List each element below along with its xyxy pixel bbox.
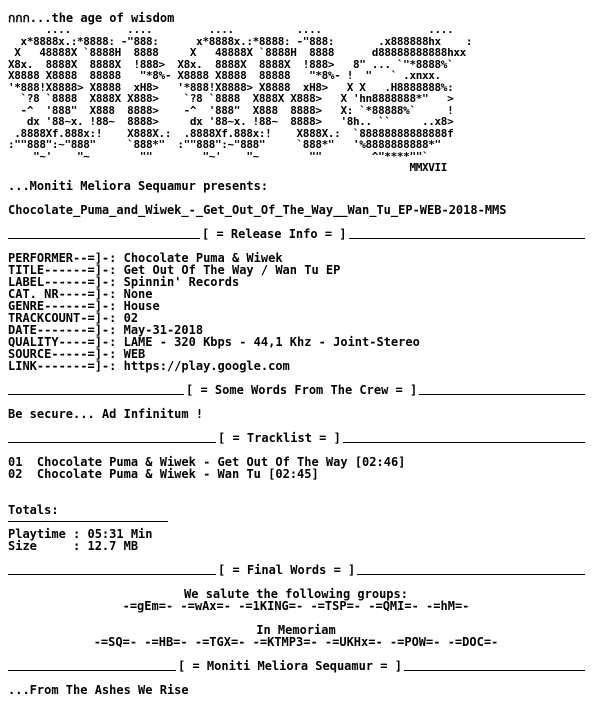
info-value: Spinnin' Records [123, 275, 240, 289]
presents-line: ...Moniti Meliora Sequamur presents: [8, 179, 269, 193]
info-value: Chocolate Puma & Wiwek [123, 251, 283, 265]
track-title: Wan Tu [217, 467, 261, 481]
info-value: Get Out Of The Way / Wan Tu EP [123, 263, 341, 277]
playtime-label: Playtime [8, 527, 66, 541]
info-value: https://play.google.com [123, 359, 290, 373]
size-value: 12.7 MB [87, 539, 139, 553]
track-artist: Chocolate Puma & Wiwek [36, 455, 196, 469]
totals-underline [8, 521, 168, 522]
track-row: 01 Chocolate Puma & Wiwek - Get Out Of The Way [02:46] [8, 455, 406, 469]
info-label: SOURCE-----=]-: [8, 347, 117, 361]
ascii-logo-art: .... .... .... .... .... x*8888x.:*8888: -"888: x*8888x.:*8888: -"888: .x888888hx : X 48888X `8888H 8888 X 48888X `8888H 8888 d88888888888hxx X8x. 8888X 8888X !888> X8x. 8888X 8888X !888> 8" ... `"*8888%` X8888 X8888 88888 "*8%- X8888 X8888 88888 "*8%- ! " ` .xnxx. '*888!X8888> X8888 xH8> '*888!X8888> X8888 xH8> X X .H8888888%: `?8 `8888 X888X X888> `?8 `8888 X888X X888> X 'hn8888888*" > -^ '888" X888 8888> -^ '888" X888 8888> X: `*88888%` ! dx '88~x. !88~ 8888> dx '88~x. !88~ 8888> '8h.. `` ..x8> .8888Xf.888x:! X888X.: .8888Xf.888x:! X888X.: `88888888888888f :""888":~"888" `888*" :""888":~"888" `888*" '%8888888888*" "~' "~ "" "~' "~ "" ^"****""` MMXVII [8, 23, 473, 174]
salute-heading: We salute the following groups: [184, 587, 408, 601]
totals-label: Totals: [8, 503, 59, 517]
memoriam-groups: -=SQ=- -=HB=- -=TGX=- -=KTMP3=- -=UKHx=- -=POW=- -=DOC=- [93, 635, 499, 649]
release-info-heading: [ = Release Info = ] [202, 227, 347, 241]
info-value: None [123, 287, 153, 301]
footer-divider [8, 660, 585, 672]
track-length: [02:45] [268, 467, 319, 481]
info-label: TITLE------=]-: [8, 263, 117, 277]
info-value: May-31-2018 [123, 323, 204, 337]
track-number: 01 [8, 455, 23, 469]
playtime-value: 05:31 Min [87, 527, 153, 541]
release-name: Chocolate_Puma_and_Wiwek_-_Get_Out_Of_The_Way__Wan_Tu_EP-WEB-2018-MMS [8, 203, 507, 217]
info-label: TRACKCOUNT-=]-: [8, 311, 117, 325]
info-value: WEB [123, 347, 146, 361]
release-info-divider [8, 228, 585, 240]
size-label: Size [8, 539, 37, 553]
track-artist: Chocolate Puma & Wiwek [36, 467, 196, 481]
crew-words: Be secure... Ad Infinitum ! [8, 407, 204, 421]
info-row-link [8, 360, 290, 372]
crew-heading: [ = Some Words From The Crew = ] [186, 383, 418, 397]
track-length: [02:46] [354, 455, 406, 469]
tracklist-heading: [ = Tracklist = ] [218, 431, 341, 445]
playtime-row: Playtime : 05:31 Min [8, 527, 153, 541]
memoriam-heading: In Memoriam [256, 623, 336, 637]
closing-line: ...From The Ashes We Rise [8, 683, 189, 697]
track-row: 02 Chocolate Puma & Wiwek - Wan Tu [02:45] [8, 467, 319, 481]
info-value: House [123, 299, 160, 313]
track-title: Get Out Of The Way [217, 455, 348, 469]
info-label: GENRE------=]-: [8, 299, 117, 313]
footer-heading: [ = Moniti Meliora Sequamur = ] [178, 659, 402, 673]
final-words-heading: [ = Final Words = ] [218, 563, 356, 577]
info-label: LINK-------=]-: [8, 359, 117, 373]
info-value: 02 [123, 311, 139, 325]
info-label: QUALITY----=]-: [8, 335, 117, 349]
tracklist-divider [8, 432, 585, 444]
info-label: DATE-------=]-: [8, 323, 117, 337]
info-value: LAME - 320 Kbps - 44,1 Khz - Joint-Stereo [123, 335, 420, 349]
final-words-divider [8, 564, 585, 576]
info-label: CAT. NR----=]-: [8, 287, 117, 301]
info-label: LABEL------=]-: [8, 275, 117, 289]
crew-divider [8, 384, 585, 396]
salute-groups: -=gEm=- -=wAx=- -=1KING=- -=TSP=- -=QMI=- -=hM=- [122, 599, 470, 613]
info-label: PERFORMER--=]-: [8, 251, 117, 265]
size-row: Size : 12.7 MB [8, 539, 139, 553]
header-tagline: กกก...the age of wisdom [8, 11, 175, 25]
track-number: 02 [8, 467, 23, 481]
